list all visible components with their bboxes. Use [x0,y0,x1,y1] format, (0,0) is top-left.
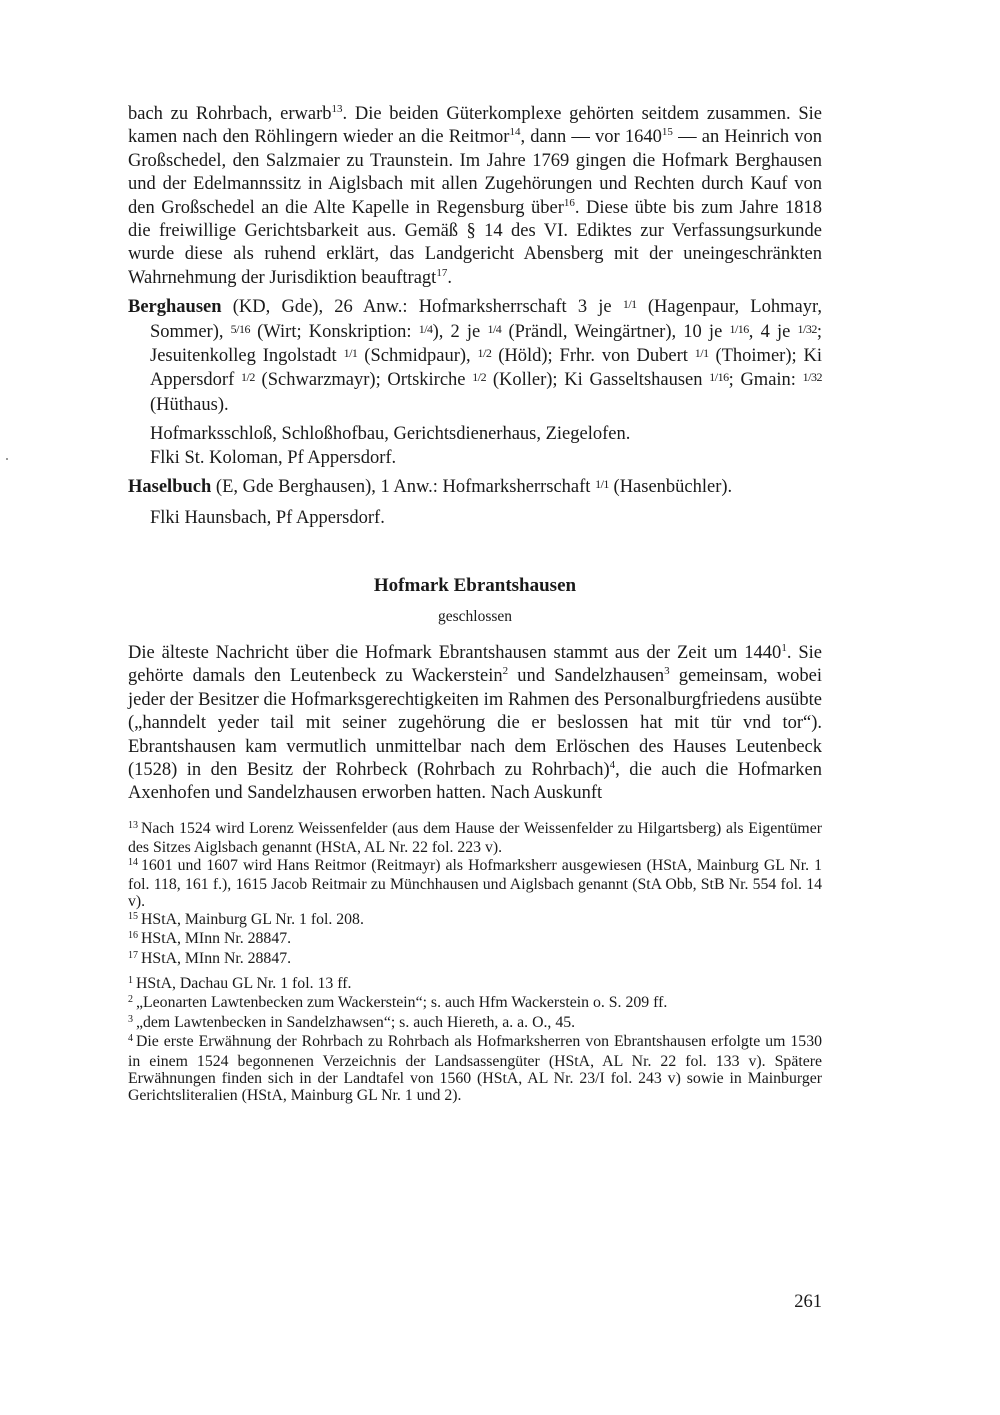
footnote: $^3$ „dem Lawtenbecken in Sandelzhawsen“; s. auch Hiereth, a. a. O., 45. [128,1013,576,1031]
footnote: $^4$ Die erste Erwähnung der Rohrbach zu Rohrbach als Hofmarksherren von Ebrantshausen erfolgte um 1530 in einem 1524 begonnenen Verzeichnis der Landsassengüter (HStA, AL Nr. 22 fol. 133 v). Spätere Erwähnungen finden sich in der Landtafel von 1560 (HStA, AL Nr. 23/I fol. 243 v) sowie in Mainburger Gerichtsliteralien (HStA, Mainburg GL Nr. 1 und 2). [128,1033,822,1105]
footnote: $^{15}$ HStA, Mainburg GL Nr. 1 fol. 208. [128,910,364,928]
entry-berghausen-parish: Flki St. Koloman, Pf Appersdorf. [150,447,397,468]
entry-haselbuch-parish: Flki Haunsbach, Pf Appersdorf. [150,507,385,528]
entry-berghausen-buildings: Hofmarksschloß, Schloßhofbau, Gerichtsdienerhaus, Ziegelofen. [150,424,631,445]
footnote: $^{16}$ HStA, MInn Nr. 28847. [128,930,292,948]
footnotes [128,820,822,1105]
section-title: Hofmark Ebrantshausen [373,574,577,596]
footnote-ref-15[interactable]: 15 [661,126,673,139]
footnote-ref-1[interactable]: 1 [781,641,787,654]
footnote: $^{17}$ HStA, MInn Nr. 28847. [128,949,292,967]
ebrantshausen-paragraph: Die älteste Nachricht über die Hofmark Ebrantshausen stammt aus der Zeit um 1440$^1$. Sie gehörte damals den Leutenbeck zu Wackerstein$^2$ und Sandelzhausen$^3$ gemeinsam, wobei jeder der Besitzer die Hofmarksgerechtigkeiten im Rahmen des Personalburgfriedens ausübte („hanndelt yeder tail mit seiner zugehörung die er beslossen hat mit tür vnd tor“). Ebrantshausen kam vermutlich unmittelbar nach dem Erlöschen des Hauses Leutenbeck (1528) in den Besitz der Rohrbeck (Rohrbach zu Rohrbach)$^4$, die auch die Hofmarken Axenhofen und Sandelzhausen erworben hatten. Nach Auskunft [128,641,823,804]
intro-paragraph: bach zu Rohrbach, erwarb$^{13}$. Die beiden Güterkomplexe gehörten seitdem zusammen. Sie kamen nach den Röhlingern wieder an die Reitmor$^{14}$, dann — vor 1640$^{15}$ — an Heinrich von Großschedel, den Salzmaier zu Traunstein. Im Jahre 1769 gingen die Hofmark Berghausen und der Edelmannssitz in Aiglsbach mit allen Zugehörungen und Rechten durch Kauf von den Großschedel an die Alte Kapelle in Regensburg über$^{16}$. Diese übte bis zum Jahre 1818 die freiwillige Gerichtsbarkeit aus. Gemäß § 14 des VI. Ediktes zur Verfassungsurkunde wurde diese als ruhend erklärt, das Landgericht Abensberg mit der uneingeschränkten Wahrnehmung der Jurisdiktion beauftragt$^{17}$. [128,102,823,288]
section-subtitle: geschlossen [437,607,513,625]
footnote-ref-14[interactable]: 14 [509,126,521,139]
footnote: $^1$ HStA, Dachau GL Nr. 1 fol. 13 ff. [128,975,352,992]
footnote-ref-13[interactable]: 13 [331,102,343,115]
footnote-ref-16[interactable]: 16 [563,196,575,209]
footnote-group-previous [128,820,822,969]
footnote-ref-4[interactable]: 4 [609,758,616,771]
entry-name: Berghausen [128,297,222,318]
footnote-group-ebrantshausen [128,975,822,1105]
page-number: 261 [794,1292,822,1312]
entry-haselbuch: Haselbuch (E, Gde Berghausen), 1 Anw.: Hofmarksherrschaft $^{1/1}$ (Hasenbüchler). [128,477,733,498]
margin-mark [6,458,8,460]
footnote-ref-3[interactable]: 3 [664,665,670,678]
page-content [128,103,822,1105]
footnote-ref-2[interactable]: 2 [502,665,509,678]
footnote: $^{13}$ Nach 1524 wird Lorenz Weissenfelder (aus dem Hause der Weissenfelder zu Hilgartsberg) als Eigentümer des Sitzes Aiglsbach genannt (HStA, AL Nr. 22 fol. 223 v). [128,819,822,857]
footnote: $^{14}$ 1601 und 1607 wird Hans Reitmor (Reitmayr) als Hofmarksherr ausgewiesen (HStA, Mainburg GL Nr. 1 fol. 118, 161 f.), 1615 Jacob Reitmair zu Münchhausen und Aiglsbach genannt (StA Obb, StB Nr. 554 fol. 14 v). [128,856,822,911]
footnote: $^2$ „Leonarten Lawtenbecken zum Wackerstein“; s. auch Hfm Wackerstein o. S. 209 ff. [128,994,668,1012]
entry-berghausen: Berghausen (KD, Gde), 26 Anw.: Hofmarksherrschaft 3 je $^{1/1}$ (Hagenpaur, Lohmayr, Sommer), $^{5/16}$ (Wirt; Konskription: $^{1/4}$), 2 je $^{1/4}$ (Prändl, Weingärtner), 10 je $^{1/16}$, 4 je $^{1/32}$; Jesuitenkolleg Ingolstadt $^{1/1}$ (Schmidpaur), $^{1/2}$ (Höld); Frhr. von Dubert $^{1/1}$ (Thoimer); Ki Appersdorf $^{1/2}$ (Schwarzmayr); Ortskirche $^{1/2}$ (Koller); Ki Gasseltshausen $^{1/16}$; Gmain: $^{1/32}$ (Hüthaus). [128,297,822,415]
entry-name: Haselbuch [128,477,212,498]
footnote-ref-17[interactable]: 17 [436,266,448,279]
